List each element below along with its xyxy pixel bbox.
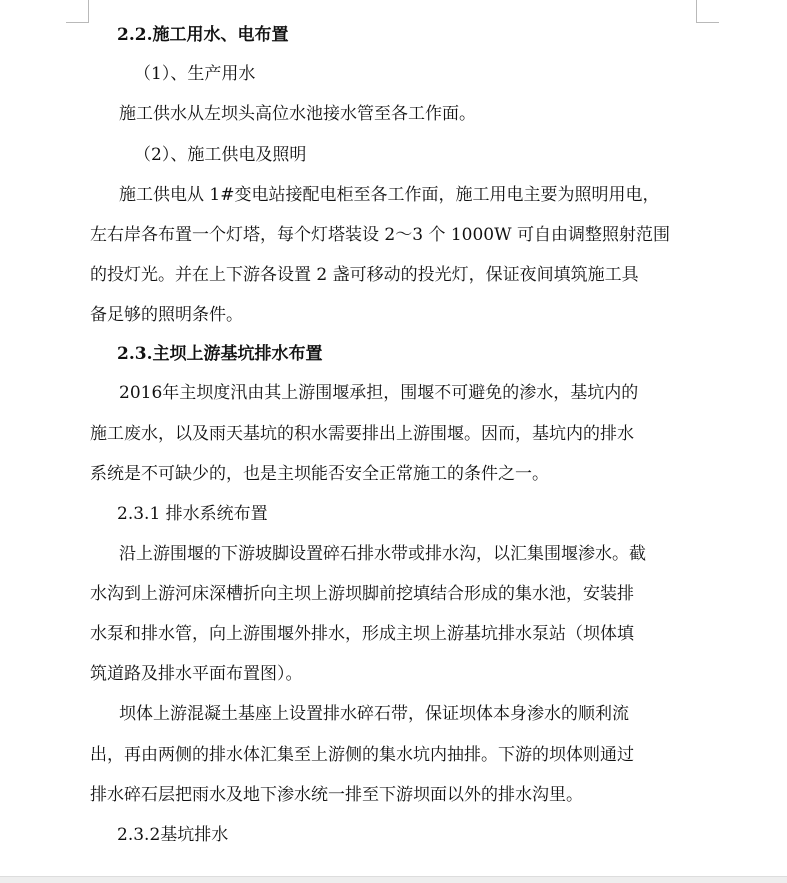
document-body — [90, 16, 700, 855]
heading-2-2: 2.2.施工用水、电布置 — [117, 25, 289, 45]
paragraph-power-line-1: 施工供电从 1#变电站接配电柜至各工作面，施工用电主要为照明用电， — [119, 184, 660, 205]
paragraph-power-line-4: 备足够的照明条件。 — [90, 305, 243, 325]
subheading-production-water: （1）、生产用水 — [134, 64, 256, 84]
paragraph-power-line-3: 的投灯光。并在上下游各设置 2 盏可移动的投光灯，保证夜间填筑施工具 — [90, 265, 639, 285]
paragraph-drainage-intro-line-2: 施工废水，以及雨天基坑的积水需要排出上游围堰。因而，基坑内的排水 — [90, 423, 634, 444]
bottom-scroll-area — [0, 876, 787, 883]
paragraph-water-supply: 施工供水从左坝头高位水池接水管至各工作面。 — [119, 104, 476, 124]
paragraph-dam-drainage-line-3: 排水碎石层把雨水及地下渗水统一排至下游坝面以外的排水沟里。 — [90, 784, 583, 805]
page-corner-marker-left — [66, 0, 89, 23]
paragraph-drainage-layout-line-3: 水泵和排水管，向上游围堰外排水，形成主坝上游基坑排水泵站（坝体填 — [90, 624, 634, 644]
paragraph-drainage-intro-line-3: 系统是不可缺少的，也是主坝能否安全正常施工的条件之一。 — [90, 463, 549, 484]
subheading-power-lighting: （2）、施工供电及照明 — [134, 144, 307, 165]
paragraph-drainage-layout-line-2: 水沟到上游河床深槽折向主坝上游坝脚前挖填结合形成的集水池，安装排 — [90, 584, 634, 604]
subheading-2-3-1: 2.3.1 排水系统布置 — [117, 503, 268, 524]
heading-2-3: 2.3.主坝上游基坑排水布置 — [117, 344, 323, 364]
paragraph-dam-drainage-line-2: 出，再由两侧的排水体汇集至上游侧的集水坑内抽排。下游的坝体则通过 — [90, 744, 634, 765]
paragraph-power-line-2: 左右岸各布置一个灯塔，每个灯塔装设 2～3 个 1000W 可自由调整照射范围 — [90, 225, 670, 245]
paragraph-drainage-layout-line-4: 筑道路及排水平面布置图）。 — [90, 664, 303, 684]
paragraph-dam-drainage-line-1: 坝体上游混凝土基座上设置排水碎石带，保证坝体本身渗水的顺利流 — [119, 704, 629, 724]
paragraph-drainage-intro-line-1: 2016年主坝度汛由其上游围堰承担，围堰不可避免的渗水，基坑内的 — [119, 383, 639, 403]
paragraph-drainage-layout-line-1: 沿上游围堰的下游坡脚设置碎石排水带或排水沟，以汇集围堰渗水。截 — [119, 543, 646, 564]
subheading-2-3-2: 2.3.2基坑排水 — [117, 824, 229, 845]
